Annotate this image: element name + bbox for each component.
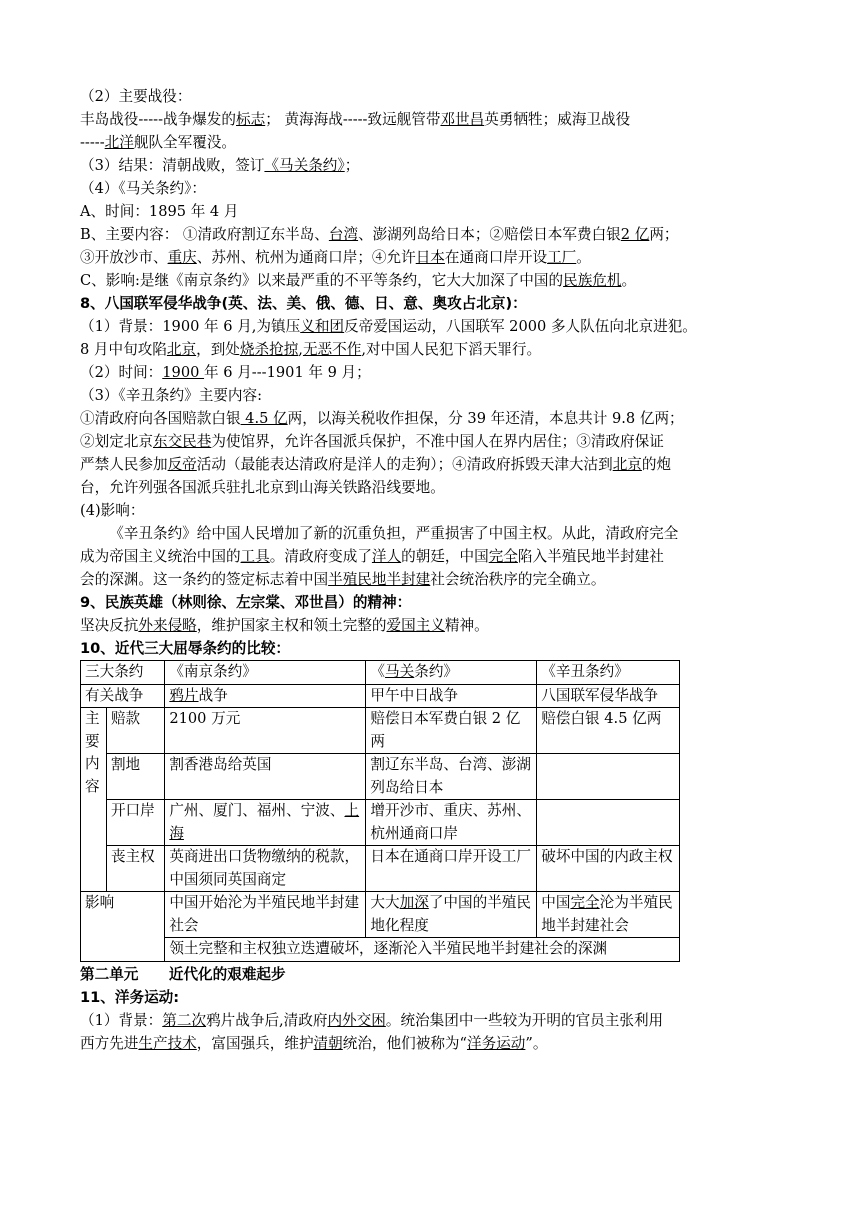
table-row-cession [81, 754, 680, 800]
maguan-content-2: ③开放沙市、重庆、苏州、杭州为通商口岸；④允许日本在通商口岸开设工厂。 [80, 249, 591, 266]
maguan-heading: （4）《马关条约》： [80, 180, 207, 197]
cell-influence-common: 领土完整和主权独立迭遭破坏，逐渐沦入半殖民地半封建社会的深渊 [165, 938, 680, 962]
cell-influence-nanjing: 中国开始沦为半殖民地半封建社会 [165, 892, 366, 938]
sec11-background-2: 西方先进生产技术，富国强兵，维护清朝统治，他们被称为“洋务运动”。 [80, 1034, 548, 1052]
header-cell-nanjing: 《南京条约》 [165, 661, 366, 685]
battles-line-1: 丰岛战役-----战争爆发的标志； 黄海海战-----致远舰管带邓世昌英勇牺牲；威海卫战役 [80, 111, 631, 128]
cell-indemnity-maguan: 赔偿日本军费白银 2 亿两 [366, 708, 537, 754]
sec8-content-3: 严禁人民参加反帝活动（最能表达清政府是洋人的走狗）；④清政府拆毁天津大沽到北京的炮 [80, 456, 672, 473]
sec8-impact-heading: (4)影响： [80, 502, 145, 519]
cell-cession-maguan: 割辽东半岛、台湾、澎湖列岛给日本 [366, 754, 537, 800]
sec8-impact-p3: 会的深渊。这一条约的签定标志着中国半殖民地半封建社会统治秩序的完全确立。 [80, 571, 606, 588]
treaty-comparison-table [80, 660, 680, 962]
header-cell-xinchou: 《辛丑条约》 [537, 661, 680, 685]
section-11-title: 11、洋务运动: [80, 988, 180, 1006]
cell-war-maguan: 甲午中日战争 [366, 684, 537, 708]
sec8-content-1: ①清政府向各国赔款白银 4.5 亿两，以海关税收作担保，分 39 年还清，本息共计 9.8 亿两； [80, 410, 684, 427]
cell-cession-xinchou [537, 754, 680, 800]
header-cell-maguan: 《马关条约》 [366, 661, 537, 685]
sec8-background-2: 8 月中旬攻陷北京，到处烧杀抢掠,无恶不作,对中国人民犯下滔天罪行。 [80, 341, 542, 358]
sec8-impact-p1: 《辛丑条约》给中国人民增加了新的沉重负担，严重损害了中国主权。从此，清政府完全 [109, 525, 679, 542]
maguan-content-1: B、主要内容： ①清政府割辽东半岛、台湾、澎湖列岛给日本；②赔偿日本军费白银2 亿两； [80, 226, 679, 243]
sec11-background-1: （1）背景：第二次鸦片战争后,清政府内外交困。统治集团中一些较为开明的官员主张利用 [80, 1011, 664, 1029]
section-10-title: 10、近代三大屈辱条约的比较： [80, 640, 291, 657]
cell-indemnity-nanjing: 2100 万元 [165, 708, 366, 754]
sec9-body: 坚决反抗外来侵略，维护国家主权和领土完整的爱国主义精神。 [80, 617, 489, 634]
row-label-ports: 开口岸 [106, 800, 164, 846]
table-row-war [81, 684, 680, 708]
table-row-sovereignty [81, 846, 680, 892]
sec8-impact-p2: 成为帝国主义统治中国的工具。清政府变成了洋人的朝廷，中国完全陷入半殖民地半封建社 [80, 548, 664, 565]
table-row-ports [81, 800, 680, 846]
row-label-sovereignty: 丧主权 [106, 846, 164, 892]
table-row-header [81, 661, 680, 685]
cell-cession-nanjing: 割香港岛给英国 [165, 754, 366, 800]
unit-2-title: 第二单元 近代化的艰难起步 [80, 965, 286, 983]
row-label-main-content: 主要内容 [81, 708, 107, 892]
row-label-influence: 影响 [81, 892, 165, 962]
row-label-indemnity: 赔款 [106, 708, 164, 754]
maguan-impact: C、影响:是继《南京条约》以来最严重的不平等条约，它大大加深了中国的民族危机。 [80, 272, 637, 289]
cell-ports-nanjing: 广州、厦门、福州、宁波、上海 [165, 800, 366, 846]
cell-influence-maguan: 大大加深了中国的半殖民地化程度 [366, 892, 537, 938]
cell-ports-xinchou [537, 800, 680, 846]
table-row-indemnity [81, 708, 680, 754]
cell-sovereignty-xinchou: 破坏中国的内政主权 [537, 846, 680, 892]
sec8-background-1: （1）背景：1900 年 6 月,为镇压义和团反帝爱国运动，八国联军 2000 多人队伍向北京进犯。 [80, 318, 697, 335]
sec8-content-4: 台，允许列强各国派兵驻扎北京到山海关铁路沿线要地。 [80, 479, 445, 496]
cell-sovereignty-nanjing: 英商进出口货物缴纳的税款，中国须同英国商定 [165, 846, 366, 892]
row-label-war: 有关战争 [81, 684, 165, 708]
sec8-time: （2）时间：1900 年 6 月---1901 年 9 月； [80, 364, 371, 381]
section-9-title: 9、民族英雄（林则徐、左宗棠、邓世昌）的精神： [80, 594, 412, 611]
section-8-title: 8、八国联军侵华战争(英、法、美、俄、德、日、意、奥攻占北京)： [80, 295, 527, 312]
cell-ports-maguan: 增开沙市、重庆、苏州、杭州通商口岸 [366, 800, 537, 846]
battles-line-2: -----北洋舰队全军覆没。 [80, 134, 237, 151]
header-cell-label: 三大条约 [81, 661, 165, 685]
sec8-content-heading: （3）《辛丑条约》主要内容: [80, 387, 263, 404]
document-page [80, 85, 780, 1055]
battles-heading: （2）主要战役： [80, 88, 192, 105]
result-line: （3）结果：清朝战败，签订《马关条约》； [80, 157, 360, 174]
table-row-influence-common [81, 938, 680, 962]
cell-sovereignty-maguan: 日本在通商口岸开设工厂 [366, 846, 537, 892]
cell-war-nanjing: 鸦片战争 [165, 684, 366, 708]
cell-war-xinchou: 八国联军侵华战争 [537, 684, 680, 708]
sec8-content-2: ②划定北京东交民巷为使馆界，允许各国派兵保护，不准中国人在界内居住；③清政府保证 [80, 433, 664, 450]
table-row-influence [81, 892, 680, 938]
maguan-time: A、时间：1895 年 4 月 [80, 203, 239, 220]
row-label-cession: 割地 [106, 754, 164, 800]
cell-influence-xinchou: 中国完全沦为半殖民地半封建社会 [537, 892, 680, 938]
cell-indemnity-xinchou: 赔偿白银 4.5 亿两 [537, 708, 680, 754]
